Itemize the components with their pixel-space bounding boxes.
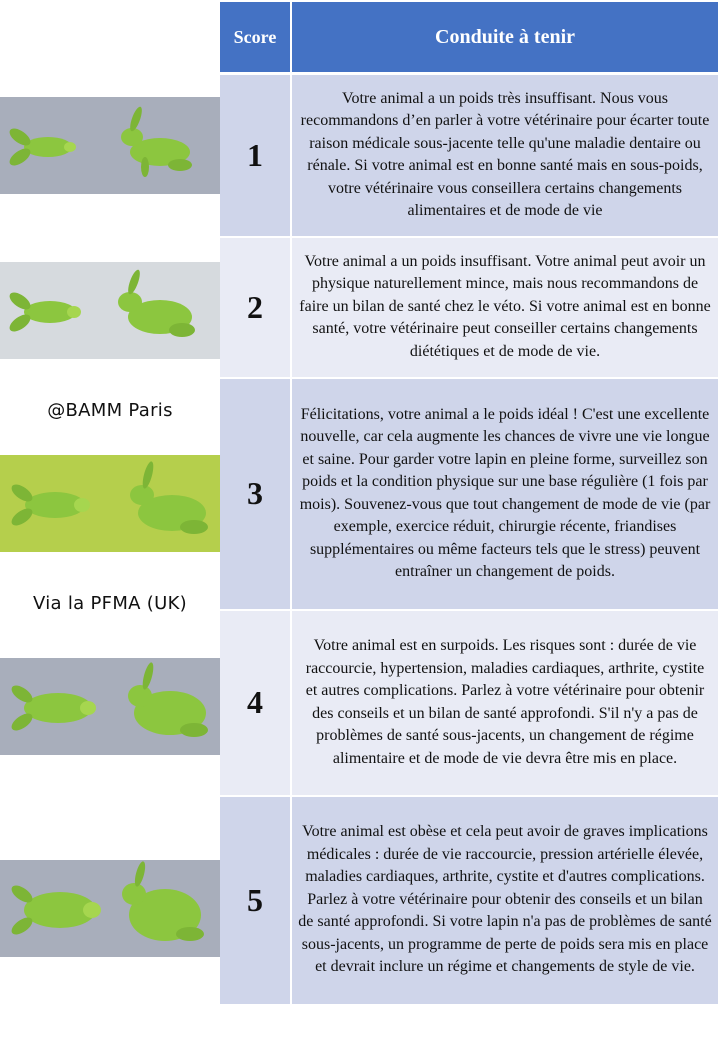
- rabbit-panel-2: [0, 262, 220, 359]
- table-row: [220, 74, 719, 237]
- table-header-row: [220, 2, 719, 74]
- score-table: [220, 2, 720, 1006]
- conduct-text: Votre animal est en surpoids. Les risques sont : durée de vie raccourcie, hypertension, maladies cardiaques, arthrite, cystite et autres complications. Parlez à votre vétérinaire pour obtenir des conseils et un bilan de santé approfondi. S'il n'y a pas de problèmes de santé sous-jacents, un changement de régime alimentaire et de mode de vie devra être mis en place.: [291, 610, 719, 796]
- conduct-text: Votre animal est obèse et cela peut avoir de graves implications médicales : durée de vie raccourcie, pression artérielle élevée, maladies cardiaques, arthrite, cystite et d'autres complications. Parlez à votre vétérinaire pour obtenir des conseils et un bilan de santé approfondi. Si votre lapin n'a pas de problèmes de santé sous-jacents, un programme de perte de poids sera mis en place et devrait inclure un régime et changements de style de vie.: [291, 796, 719, 1005]
- conduct-text: Votre animal a un poids très insuffisant. Nous vous recommandons d’en parler à votre vétérinaire pour écarter toute raison médicale sous-jacente telle qu'une maladie dentaire ou rénale. Si votre animal est en bonne santé mais en sous-poids, votre vétérinaire vous conseillera certains changements alimentaires et de mode de vie: [291, 74, 719, 237]
- rabbit-panel-4: [0, 658, 220, 755]
- table-row: [220, 610, 719, 796]
- header-conduct: Conduite à tenir: [291, 2, 719, 74]
- conduct-text: Votre animal a un poids insuffisant. Votre animal peut avoir un physique naturellement mince, mais nous recommandons de faire un bilan de santé chez le véto. Si votre animal est en bonne santé, votre vétérinaire peut conseiller certains changements diététiques et de mode de vie.: [291, 237, 719, 378]
- score-value: 2: [220, 237, 291, 378]
- score-value: 3: [220, 378, 291, 610]
- score-value: 5: [220, 796, 291, 1005]
- table-row: [220, 237, 719, 378]
- rabbit-panel-3: [0, 455, 220, 552]
- source-label: Via la PFMA (UK): [32, 593, 188, 614]
- rabbit-panel-5: [0, 860, 220, 957]
- score-value: 1: [220, 74, 291, 237]
- header-score: Score: [220, 2, 291, 74]
- rabbit-panel-1: [0, 97, 220, 194]
- conduct-text: Félicitations, votre animal a le poids idéal ! C'est une excellente nouvelle, car cela augmente les chances de vivre une vie longue et saine. Pour garder votre lapin en pleine forme, surveillez son poids et la condition physique sur une base régulière (1 fois par mois). Souvenez-vous que tout changement de mode de vie (par exemple, exercice réduit, chirurgie récente, friandises supplémentaires ou même facteurs tels que le stress) peuvent entraîner un changement de poids.: [291, 378, 719, 610]
- credit-label: @BAMM Paris: [47, 400, 173, 421]
- score-value: 4: [220, 610, 291, 796]
- table-row: [220, 378, 719, 610]
- table-row: [220, 796, 719, 1005]
